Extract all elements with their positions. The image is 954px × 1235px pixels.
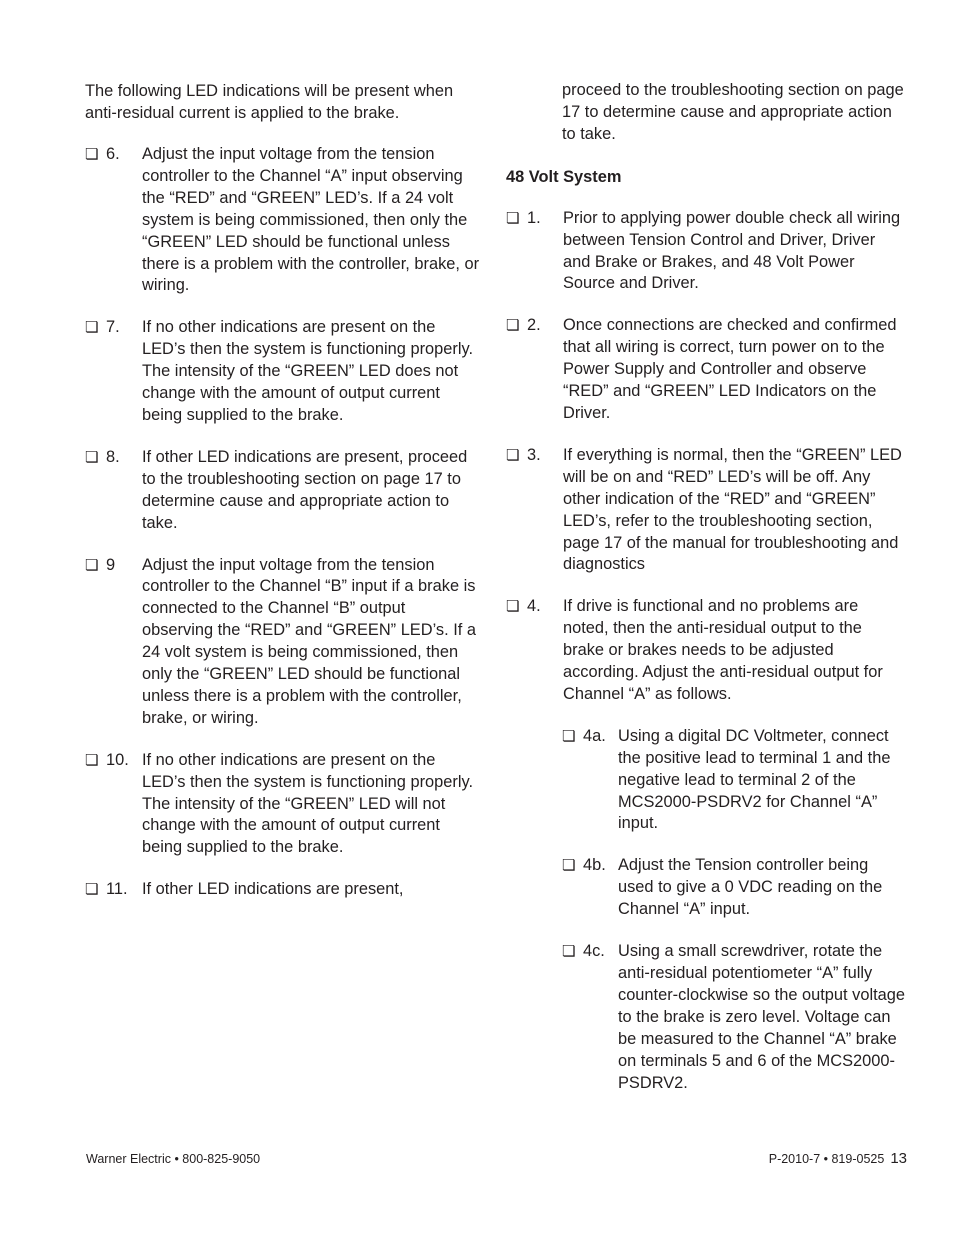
item-number: 11.	[106, 880, 128, 899]
item-number: 4a.	[583, 726, 606, 745]
item-number: 8.	[106, 447, 120, 466]
list-item	[506, 208, 906, 296]
checkbox-icon: ❏	[85, 146, 99, 163]
item-number: 4c.	[583, 942, 605, 961]
list-item	[85, 555, 480, 730]
item-text: Once connections are checked and confirmed that all wiring is correct, turn power on to the Power Supply and Controller and observe “RED” and “GREEN” LED Indicators on the Driver.	[563, 316, 897, 422]
left-column	[85, 80, 480, 921]
sub-list-item	[562, 941, 906, 1094]
section-heading: 48 Volt System	[506, 167, 622, 186]
list-item	[85, 317, 480, 427]
sub-list-item	[562, 726, 906, 836]
item-number: 7.	[106, 318, 120, 337]
item-number: 2.	[527, 316, 541, 335]
item-text: If drive is functional and no problems are noted, then the anti-residual output to the brake or brakes needs to be adjusted according. Adjust the anti-residual output for Channel “A” as follows.	[563, 597, 883, 703]
item-number: 6.	[106, 145, 120, 163]
checkbox-icon: ❏	[506, 598, 520, 616]
checkbox-icon: ❏	[562, 943, 576, 961]
list-item	[85, 750, 480, 860]
item-number: 4b.	[583, 856, 606, 875]
list-item	[506, 315, 906, 425]
item-number: 10.	[106, 750, 129, 769]
footer-doc-info	[769, 1150, 907, 1167]
right-column	[506, 80, 906, 1114]
checkbox-icon: ❏	[85, 881, 99, 899]
list-item	[506, 445, 906, 576]
item-text: If no other indications are present on the LED’s then the system is functioning properly. The intensity of the “GREEN” LED will not change with the amount of output current being supplied to the brake.	[142, 750, 474, 857]
checkbox-icon: ❏	[506, 317, 520, 335]
checkbox-icon: ❏	[562, 857, 576, 875]
sub-list-item	[562, 855, 906, 921]
intro-paragraph: The following LED indications will be present when anti-residual current is applied to the brake.	[85, 82, 454, 122]
item-text: Adjust the input voltage from the tension controller to the Channel “B” input if a brake is connected to the Channel “B” output observing the “RED” and “GREEN” LED’s. If a 24 volt system is being commissioned, then only the “GREEN” LED should be functional unless there is a problem with the controller, brake, or wiring.	[142, 555, 477, 727]
checkbox-icon: ❏	[506, 446, 520, 464]
list-item	[85, 144, 480, 297]
checkbox-icon: ❏	[506, 209, 520, 227]
item-text: If other LED indications are present,	[142, 880, 404, 899]
item-text: If other LED indications are present, proceed to the troubleshooting section on page 17 to determine cause and appropriate action to take.	[142, 447, 468, 532]
item-number: 4.	[527, 597, 541, 616]
list-item	[506, 596, 906, 706]
item-number: 9	[106, 555, 116, 574]
checkbox-icon: ❏	[85, 556, 99, 574]
item-number: 3.	[527, 445, 541, 464]
item-text: If everything is normal, then the “GREEN” LED will be on and “RED” LED’s will be off. Any other indication of the “RED” and “GREEN” LED’s, refer to the troubleshooting section, page 17 of the manual for troubleshooting and diagnostics	[563, 445, 902, 574]
list-item	[85, 879, 480, 901]
checkbox-icon: ❏	[85, 751, 99, 769]
item-text: Adjust the Tension controller being used to give a 0 VDC reading on the Channel “A” input.	[618, 856, 883, 919]
continued-text: proceed to the troubleshooting section on page 17 to determine cause and appropriate action to take.	[562, 81, 904, 143]
checkbox-icon: ❏	[562, 727, 576, 745]
checkbox-icon: ❏	[85, 319, 99, 337]
list-item	[85, 447, 480, 535]
page-number: 13	[890, 1150, 907, 1167]
item-text: If no other indications are present on the LED’s then the system is functioning properly. The intensity of the “GREEN” LED does not change with the amount of output current being supplied to the brake.	[142, 318, 474, 424]
checkbox-icon: ❏	[85, 448, 99, 466]
footer-company: Warner Electric • 800-825-9050	[86, 1152, 261, 1166]
item-text: Using a digital DC Voltmeter, connect the positive lead to terminal 1 and the negative lead to terminal 2 of the MCS2000-PSDRV2 for Channel “A” input.	[618, 726, 891, 833]
item-text: Prior to applying power double check all wiring between Tension Control and Driver, Driver and Brake or Brakes, and 48 Volt Power Source and Driver.	[563, 208, 901, 293]
item-number: 1.	[527, 208, 541, 227]
item-text: Using a small screwdriver, rotate the anti-residual potentiometer “A” fully counter-clockwise so the output voltage to the brake is zero level. Voltage can be measured to the Channel “A” brake on terminals 5 and 6 of the MCS2000-PSDRV2.	[618, 942, 905, 1092]
footer-doc-number: P-2010-7 • 819-0525	[768, 1152, 885, 1166]
item-text: Adjust the input voltage from the tension controller to the Channel “A” input observing the “RED” and “GREEN” LED’s. If a 24 volt system is being commissioned, then only the “GREEN” LED should be functional unless there is a problem with the controller, brake, or wiring.	[142, 145, 480, 295]
